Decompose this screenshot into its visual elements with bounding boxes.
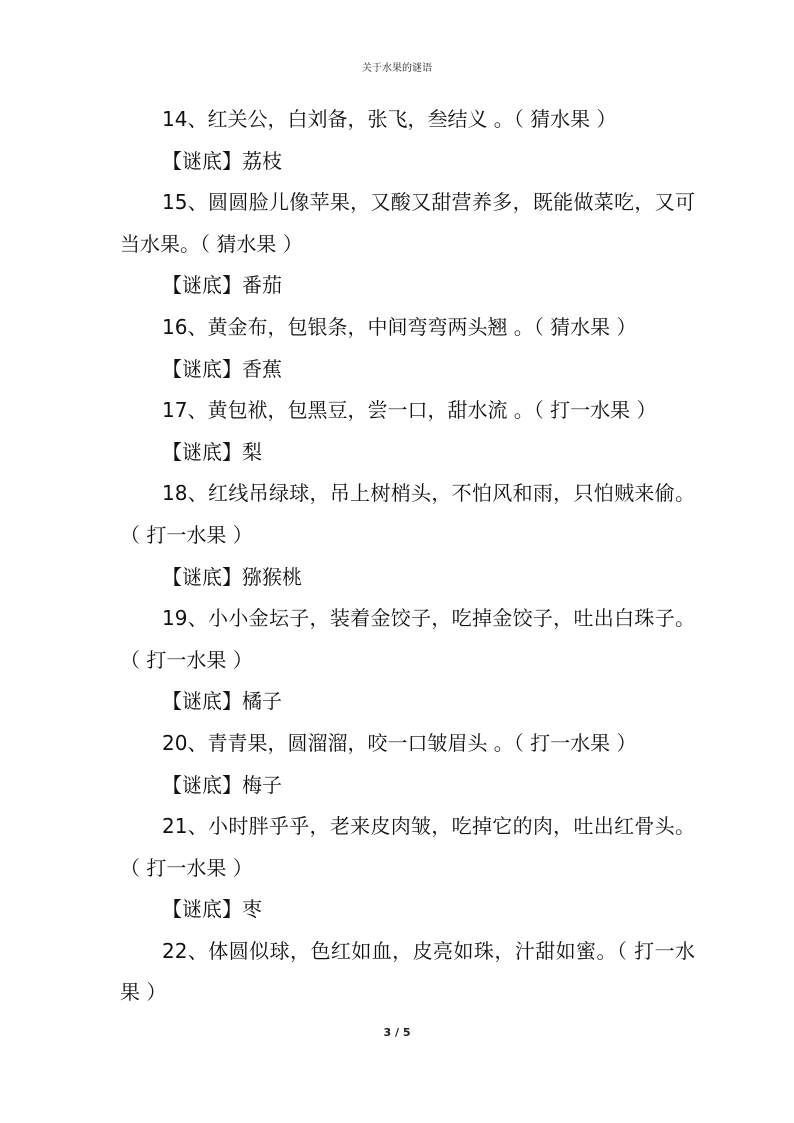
page-number: 3 / 5	[383, 1026, 411, 1039]
riddle-14: 14、红关公，白刘备，张飞，叁结义 。（ 猜水果 ）	[162, 107, 617, 131]
page-header: 关于水果的谜语	[362, 63, 432, 74]
document-body	[120, 99, 695, 1014]
riddle-15: 15、圆圆脸儿像苹果，又酸又甜营养多，既能做菜吃，又可当水果。（ 猜水果 ）	[120, 190, 695, 256]
answer-20: 【谜底】梅子	[162, 772, 282, 797]
riddle-17: 17、黄包袱，包黑豆，尝一口，甜水流 。（ 打一水果 ）	[162, 398, 657, 423]
riddle-20: 20、青青果，圆溜溜，咬一口皱眉头 。（ 打一水果 ）	[162, 730, 637, 755]
answer-18: 【谜底】猕猴桃	[162, 564, 302, 589]
riddle-19: 19、小小金坛子，装着金饺子，吃掉金饺子，吐出白珠子。（ 打一水果 ）	[120, 606, 695, 672]
answer-15: 【谜底】番茄	[162, 273, 282, 298]
answer-17: 【谜底】梨	[162, 439, 262, 464]
riddle-18: 18、红线吊绿球，吊上树梢头，不怕风和雨，只怕贼来偷。（ 打一水果 ）	[120, 481, 695, 547]
answer-21: 【谜底】枣	[162, 897, 262, 922]
riddle-22: 22、体圆似球，色红如血，皮亮如珠，汁甜如蜜。（ 打一水果 ）	[120, 938, 695, 1005]
answer-14: 【谜底】荔枝	[162, 148, 282, 173]
riddle-21: 21、小时胖乎乎，老来皮肉皱，吃掉它的肉，吐出红骨头。（ 打一水果 ）	[120, 814, 695, 880]
riddle-16: 16、黄金布，包银条，中间弯弯两头翘 。（ 猜水果 ）	[162, 314, 637, 339]
answer-19: 【谜底】橘子	[162, 689, 282, 714]
answer-16: 【谜底】香蕉	[162, 356, 282, 381]
